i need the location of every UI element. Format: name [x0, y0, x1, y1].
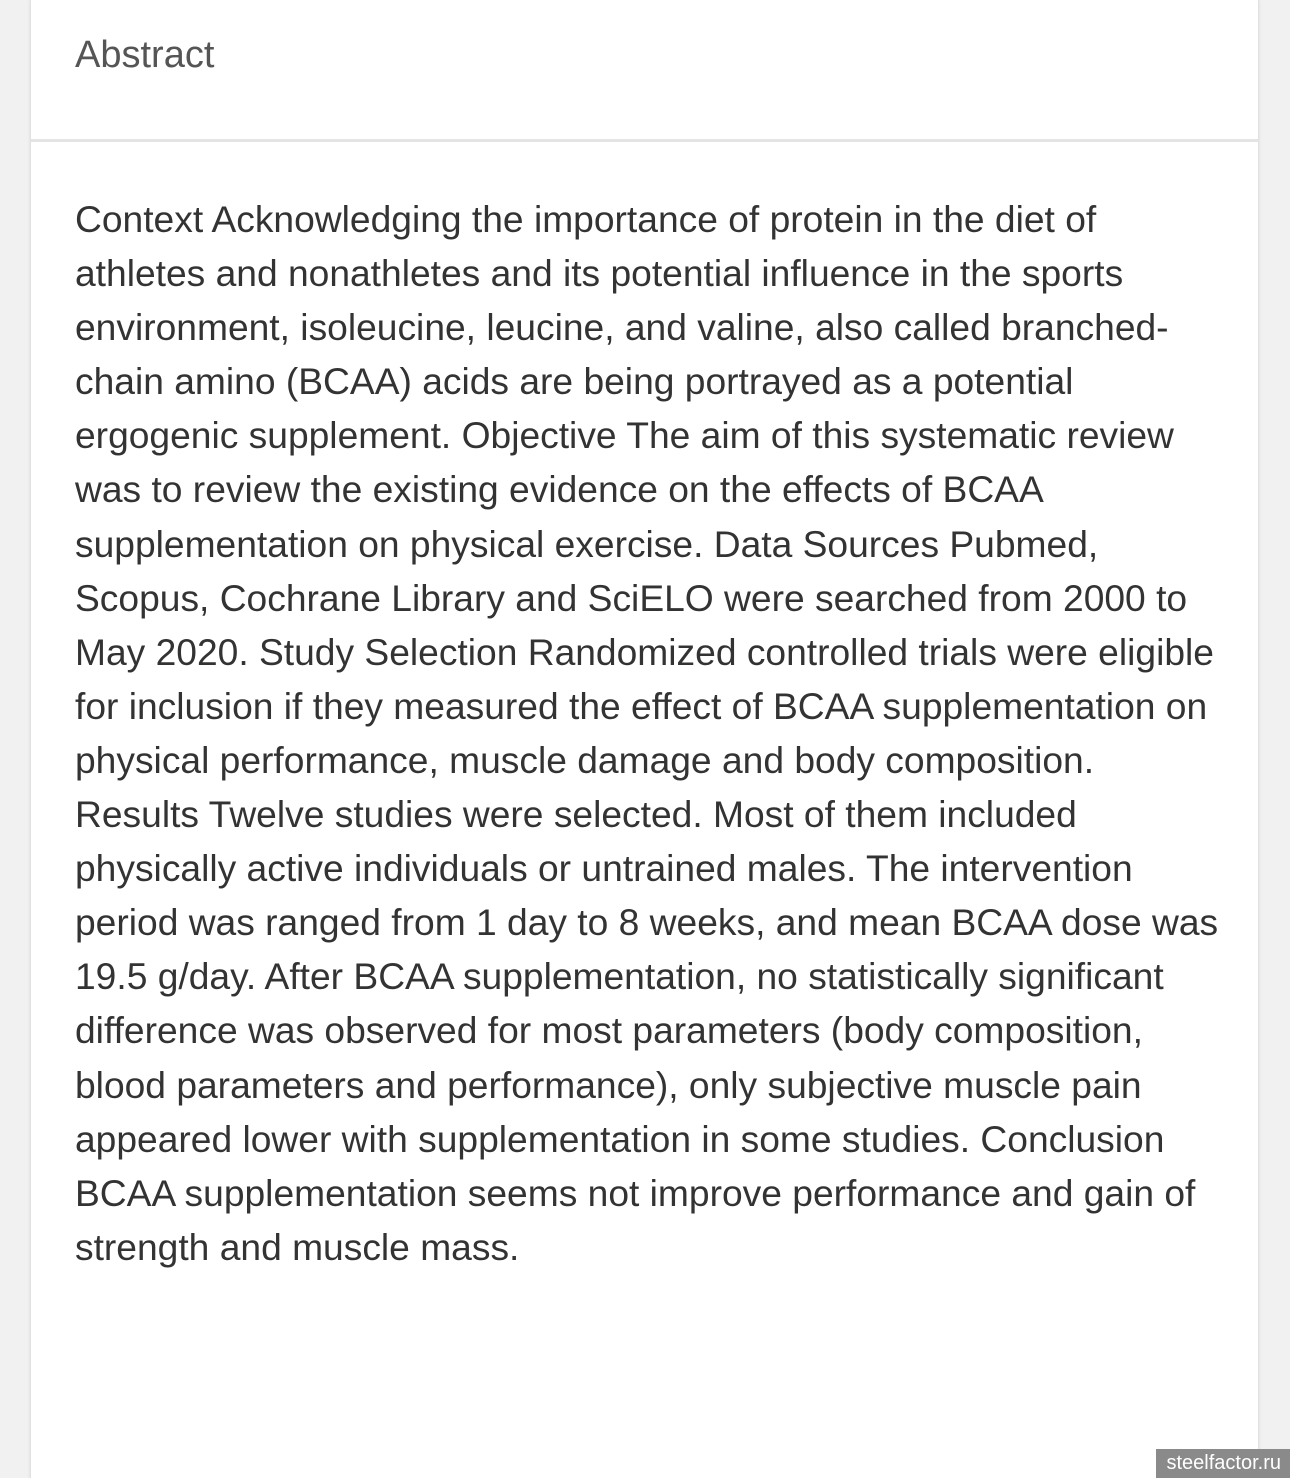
abstract-card	[30, 0, 1259, 1478]
card-header	[31, 0, 1258, 142]
card-title: Abstract	[75, 34, 215, 76]
abstract-text: Context Acknowledging the importance of protein in the diet of athletes and nonathletes and its potential influence in the sports environment, isoleucine, leucine, and valine, also called branched-chain amino (BCAA) acids are being portrayed as a potential ergogenic supplement. Objective The aim of this systematic review was to review the existing evidence on the effects of BCAA supplementation on physical exercise. Data Sources Pubmed, Scopus, Cochrane Library and SciELO were searched from 2000 to May 2020. Study Selection Randomized controlled trials were eligible for inclusion if they measured the effect of BCAA supplementation on physical performance, muscle damage and body composition. Results Twelve studies were selected. Most of them included physically active individuals or untrained males. The intervention period was ranged from 1 day to 8 weeks, and mean BCAA dose was 19.5 g/day. After BCAA supplementation, no statistically significant difference was observed for most parameters (body composition, blood parameters and performance), only subjective muscle pain appeared lower with supplementation in some studies. Conclusion BCAA supplementation seems not improve performance and gain of strength and muscle mass.	[75, 198, 1219, 1268]
watermark: steelfactor.ru	[1156, 1449, 1290, 1478]
card-body	[75, 192, 1225, 1274]
